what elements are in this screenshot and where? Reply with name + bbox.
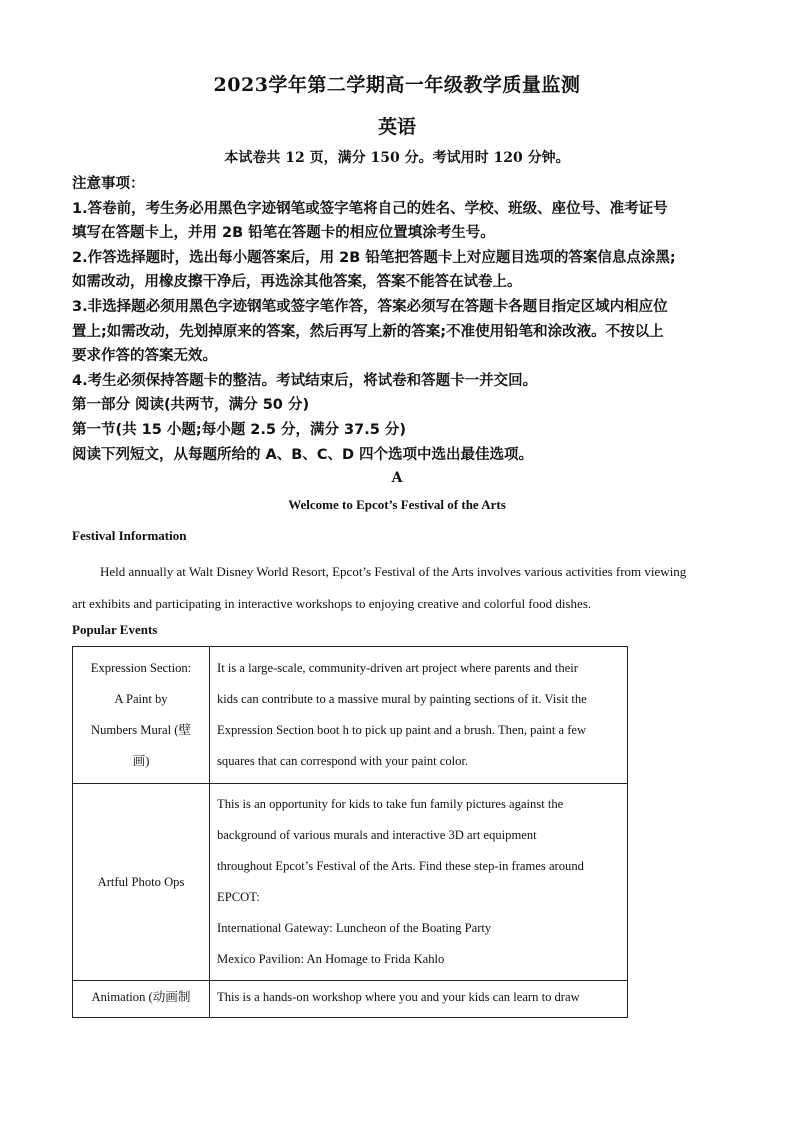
event-desc-line: It is a large-scale, community-driven art project where parents and their	[217, 661, 578, 675]
table-row	[73, 981, 628, 1018]
passage-letter: A	[391, 470, 403, 486]
event-desc-line: background of various murals and interactive 3D art equipment	[217, 828, 537, 842]
exam-title: 2023学年第二学期高一年级教学质量监测	[213, 74, 581, 96]
event-desc-line: throughout Epcot’s Festival of the Arts. Find these step-in frames around	[217, 859, 584, 873]
instruction-line: 2.作答选择题时，选出每小题答案后，用 2B 铅笔把答题卡上对应题目选项的答案信息点涂黑;	[72, 249, 676, 266]
intro-line: Held annually at Walt Disney World Resort, Epcot’s Festival of the Arts involves various activities from viewing	[100, 564, 687, 579]
event-desc-line: Expression Section boot h to pick up paint and a brush. Then, paint a few	[217, 723, 587, 737]
event-name-line: Numbers Mural (壁	[90, 723, 192, 737]
reading-direction: 阅读下列短文，从每题所给的 A、B、C、D 四个选项中选出最佳选项。	[72, 446, 534, 463]
instruction-line: 填写在答题卡上，并用 2B 铅笔在答题卡的相应位置填涂考生号。	[72, 225, 495, 242]
event-desc-cell	[210, 647, 628, 784]
event-name-line: Artful Photo Ops	[97, 874, 185, 889]
festival-intro	[72, 556, 724, 619]
instruction-line: 如需改动，用橡皮擦干净后，再选涂其他答案，答案不能答在试卷上。	[72, 274, 522, 291]
intro-line: art exhibits and participating in interactive workshops to enjoying creative and colorful food dishes.	[72, 595, 592, 611]
event-name-line: Animation (动画制	[91, 990, 191, 1004]
event-desc-line: Mexico Pavilion: An Homage to Frida Kahlo	[217, 952, 445, 966]
instruction-line: 置上;如需改动，先划掉原来的答案，然后再写上新的答案;不准使用铅笔和涂改液。不按以上	[72, 323, 664, 340]
passage-title: Welcome to Epcot’s Festival of the Arts	[288, 497, 506, 512]
event-name-line: A Paint by	[114, 692, 168, 706]
exam-subject: 英语	[377, 116, 416, 138]
event-name-cell	[73, 981, 210, 1018]
event-name-line: 画)	[132, 754, 150, 768]
event-name-line: Expression Section:	[90, 661, 192, 675]
festival-info-heading: Festival Information	[72, 528, 187, 543]
event-name-cell	[73, 647, 210, 784]
event-desc-line: This is an opportunity for kids to take fun family pictures against the	[217, 797, 564, 811]
event-desc-line: squares that can correspond with your paint color.	[217, 754, 469, 768]
event-name-cell	[73, 784, 210, 981]
instructions-block	[72, 172, 726, 467]
part-heading: 第一部分 阅读(共两节，满分 50 分)	[72, 397, 310, 414]
event-desc-cell	[210, 981, 628, 1018]
event-desc-line: International Gateway: Luncheon of the Boating Party	[217, 921, 492, 935]
event-desc-line: This is a hands-on workshop where you and your kids can learn to draw	[217, 990, 580, 1004]
exam-meta: 本试卷共 12 页，满分 150 分。考试用时 120 分钟。	[224, 150, 570, 166]
table-row	[73, 647, 628, 784]
instructions-heading: 注意事项：	[72, 176, 145, 192]
event-desc-cell	[210, 784, 628, 981]
instruction-line: 1.答卷前，考生务必用黑色字迹钢笔或签字笔将自己的姓名、学校、班级、座位号、准考证号	[72, 200, 668, 217]
events-table	[72, 646, 628, 1018]
instruction-line: 要求作答的答案无效。	[72, 348, 217, 365]
event-desc-line: kids can contribute to a massive mural by painting sections of it. Visit the	[217, 692, 587, 706]
section-heading: 第一节(共 15 小题;每小题 2.5 分，满分 37.5 分)	[72, 421, 406, 438]
table-row	[73, 784, 628, 981]
event-desc-line: EPCOT:	[217, 890, 260, 904]
instruction-line: 4.考生必须保持答题卡的整洁。考试结束后，将试卷和答题卡一并交回。	[72, 372, 538, 389]
popular-events-heading: Popular Events	[72, 622, 158, 637]
instruction-line: 3.非选择题必须用黑色字迹钢笔或签字笔作答，答案必须写在答题卡各题目指定区域内相应位	[72, 298, 668, 315]
